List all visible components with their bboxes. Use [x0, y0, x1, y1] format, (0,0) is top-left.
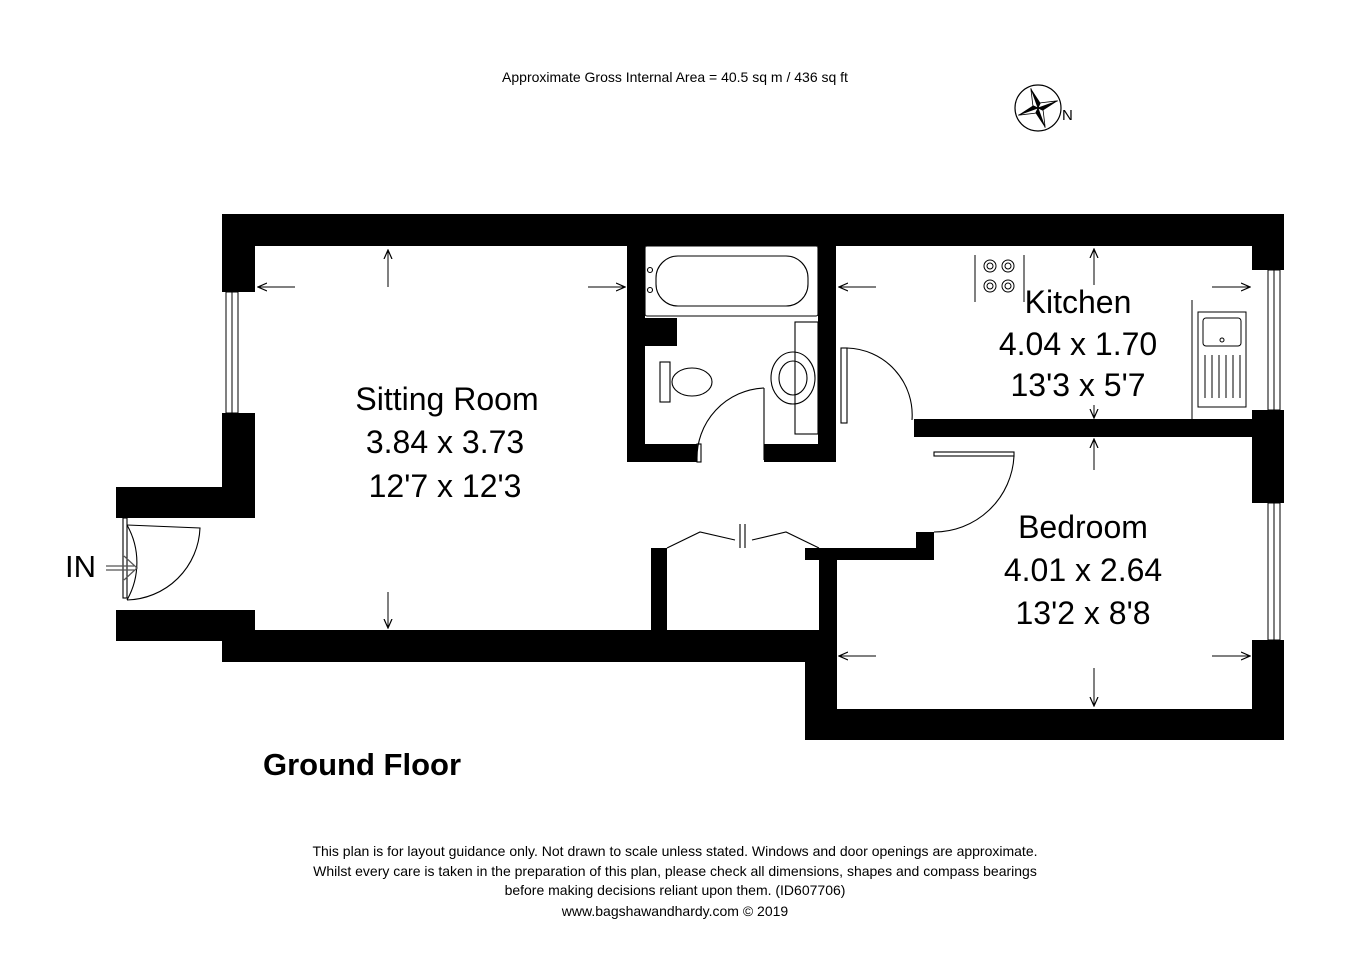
compass-north-label: N [1062, 107, 1073, 124]
disclaimer-line-1: This plan is for layout guidance only. Not drawn to scale unless stated. Windows and door openings are approximate. [312, 843, 1038, 859]
bath-icon [645, 246, 818, 316]
kitchen-imperial: 13'3 x 5'7 [1010, 367, 1146, 403]
hob-icon [975, 255, 1024, 302]
website-copyright: www.bagshawandhardy.com © 2019 [561, 903, 789, 919]
kitchen-metric: 4.04 x 1.70 [998, 326, 1158, 362]
bedroom-name: Bedroom [1018, 509, 1148, 545]
basin-icon [771, 322, 818, 434]
sitting-room-metric: 3.84 x 3.73 [365, 424, 525, 460]
sitting-room-imperial: 12'7 x 12'3 [368, 468, 522, 504]
disclaimer-line-3: before making decisions reliant upon them. (ID607706) [504, 882, 846, 898]
sitting-room-name: Sitting Room [355, 381, 539, 417]
sink-icon [1192, 300, 1246, 419]
bedroom-imperial: 13'2 x 8'8 [1015, 595, 1151, 631]
entrance-arrow-icon [106, 556, 137, 580]
entrance-label: IN [65, 549, 96, 584]
compass-rose-icon [1011, 81, 1065, 135]
bedroom-metric: 4.01 x 2.64 [1003, 552, 1163, 588]
floor-label: Ground Floor [263, 747, 462, 782]
kitchen-name: Kitchen [1024, 284, 1132, 320]
gross-area-text: Approximate Gross Internal Area = 40.5 sq m / 436 sq ft [502, 69, 848, 85]
disclaimer-line-2: Whilst every care is taken in the preparation of this plan, please check all dimensions, shapes and compass bearings [313, 863, 1037, 879]
toilet-icon [660, 362, 712, 402]
doors [123, 348, 1014, 600]
